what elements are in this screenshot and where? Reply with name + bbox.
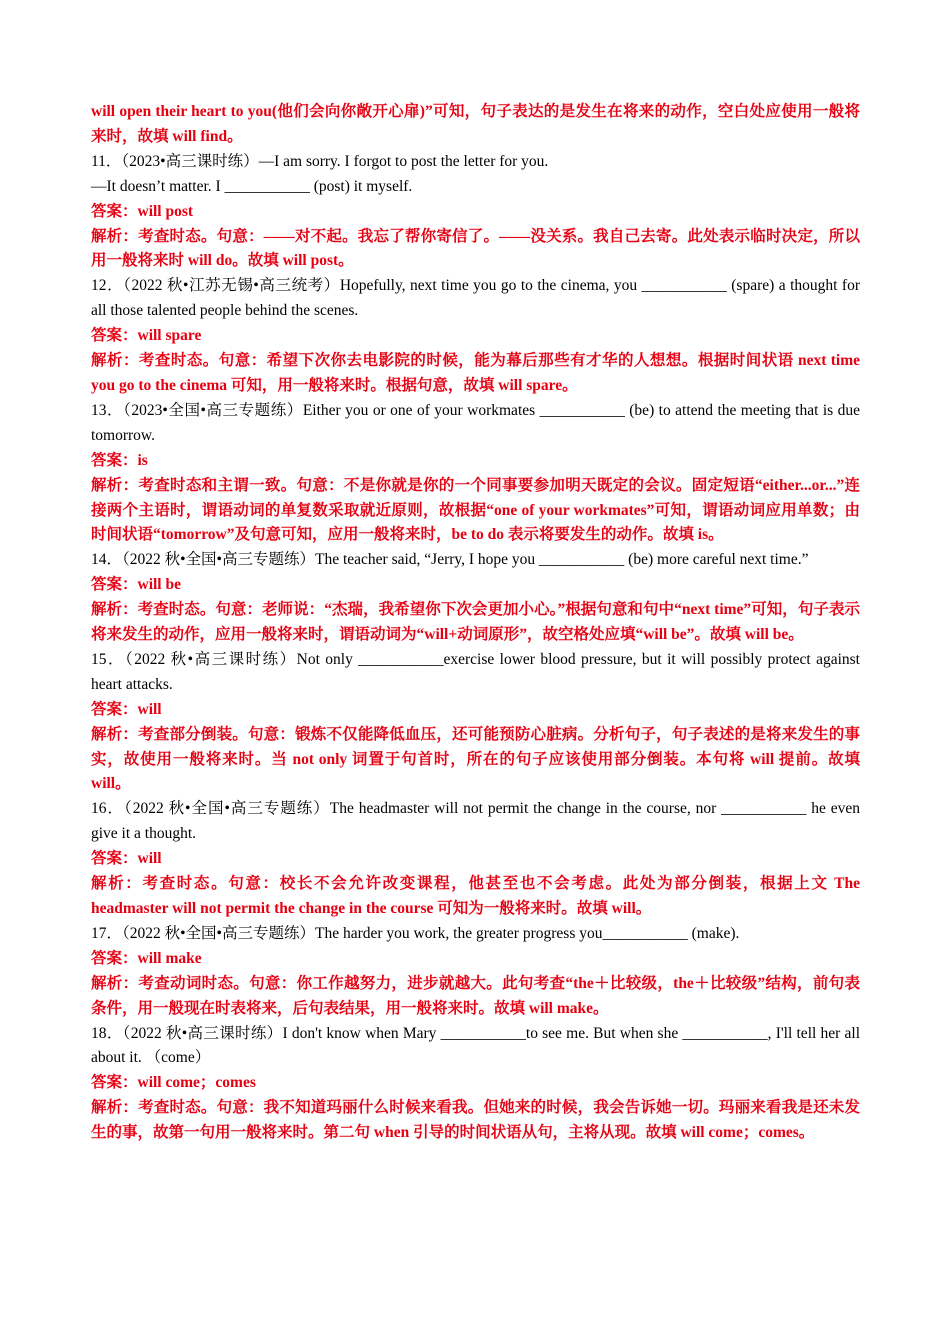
question-14: 14．（2022 秋•全国•高三专题练）The teacher said, “Jerry, I hope you ___________ (be) more careful next time.” xyxy=(91,551,809,569)
question-18: 18．（2022 秋•高三课时练）I don't know when Mary ___________to see me. But when she ___________, I'll tell her all about it. （come） xyxy=(91,1024,860,1067)
answer-15: 答案：will xyxy=(91,700,162,718)
explanation-11: 解析：考查时态。句意：——对不起。我忘了帮你寄信了。——没关系。我自己去寄。此处表示临时决定，所以用一般将来时 will do。故填 will post。 xyxy=(91,227,860,270)
answer-16: 答案：will xyxy=(91,850,162,868)
explanation-12: 解析：考查时态。句意：希望下次你去电影院的时候，能为幕后那些有才华的人想想。根据时间状语 next time you go to the cinema 可知，用一般将来时。根据句意，故填 will spare。 xyxy=(91,352,860,394)
answer-12: 答案：will spare xyxy=(91,327,202,345)
answer-17: 答案：will make xyxy=(91,949,202,967)
question-15: 15．（2022 秋•高三课时练）Not only ___________exercise lower blood pressure, but it will possibly protect against heart attacks. xyxy=(91,650,860,693)
document-page xyxy=(91,100,860,1146)
question-16: 16．（2022 秋•全国•高三专题练）The headmaster will not permit the change in the course, nor ___________ he even give it a thought. xyxy=(91,800,860,843)
explanation-14: 解析：考查时态。句意：老师说：“杰瑞，我希望你下次会更加小心。”根据句意和句中“next time”可知，句子表示将来发生的动作，应用一般将来时，谓语动词为“will+动词原形”，故空格处应填“will be”。故填 will be。 xyxy=(91,601,860,644)
answer-13: 答案：is xyxy=(91,451,148,469)
explanation-15: 解析：考查部分倒装。句意：锻炼不仅能降低血压，还可能预防心脏病。分析句子，句子表述的是将来发生的事实，故使用一般将来时。当 not only 词置于句首时，所在的句子应该使用部分倒装。本句将 will 提前。故填 will。 xyxy=(91,725,860,793)
question-11-reply: —It doesn’t matter. I ___________ (post) it myself. xyxy=(91,177,413,195)
explanation-18: 解析：考查时态。句意：我不知道玛丽什么时候来看我。但她来的时候，我会告诉她一切。玛丽来看我是还未发生的事，故第一句用一般将来时。第二句 when 引导的时间状语从句，主将从现。故填 will come；comes。 xyxy=(91,1099,860,1142)
question-13: 13．（2023•全国•高三专题练）Either you or one of your workmates ___________ (be) to attend the meeting that is due tomorrow. xyxy=(91,401,860,444)
question-11: 11．（2023•高三课时练）—I am sorry. I forgot to post the letter for you. xyxy=(91,152,549,170)
explanation-13: 解析：考查时态和主谓一致。句意：不是你就是你的一个同事要参加明天既定的会议。固定短语“either...or...”连接两个主语时，谓语动词的单复数采取就近原则，故根据“one of your workmates”可知，谓语动词应用单数；由时间状语“tomorrow”及句意可知，应用一般将来时，be to do 表示将要发生的动作。故填 is。 xyxy=(91,476,860,544)
answer-11: 答案：will post xyxy=(91,202,194,220)
answer-14: 答案：will be xyxy=(91,576,181,594)
question-17: 17．（2022 秋•全国•高三专题练）The harder you work, the greater progress you___________ (make). xyxy=(91,924,740,942)
explanation-17: 解析：考查动词时态。句意：你工作越努力，进步就越大。此句考查“the＋比较级，the＋比较级”结构，前句表条件，用一般现在时表将来，后句表结果，用一般将来时。故填 will make。 xyxy=(91,974,860,1017)
question-12: 12．（2022 秋•江苏无锡•高三统考）Hopefully, next time you go to the cinema, you ___________ (spare) a thought for all those talented people behind the scenes. xyxy=(91,277,860,320)
answer-18: 答案：will come；comes xyxy=(91,1074,256,1092)
explanation-line: will open their heart to you(他们会向你敞开心扉)”可知，句子表达的是发生在将来的动作，空白处应使用一般将来时，故填 will find。 xyxy=(91,103,860,145)
explanation-16: 解析：考查时态。句意：校长不会允许改变课程，他甚至也不会考虑。此处为部分倒装，根据上文 The headmaster will not permit the change in the course 可知为一般将来时。故填 will。 xyxy=(91,875,860,917)
